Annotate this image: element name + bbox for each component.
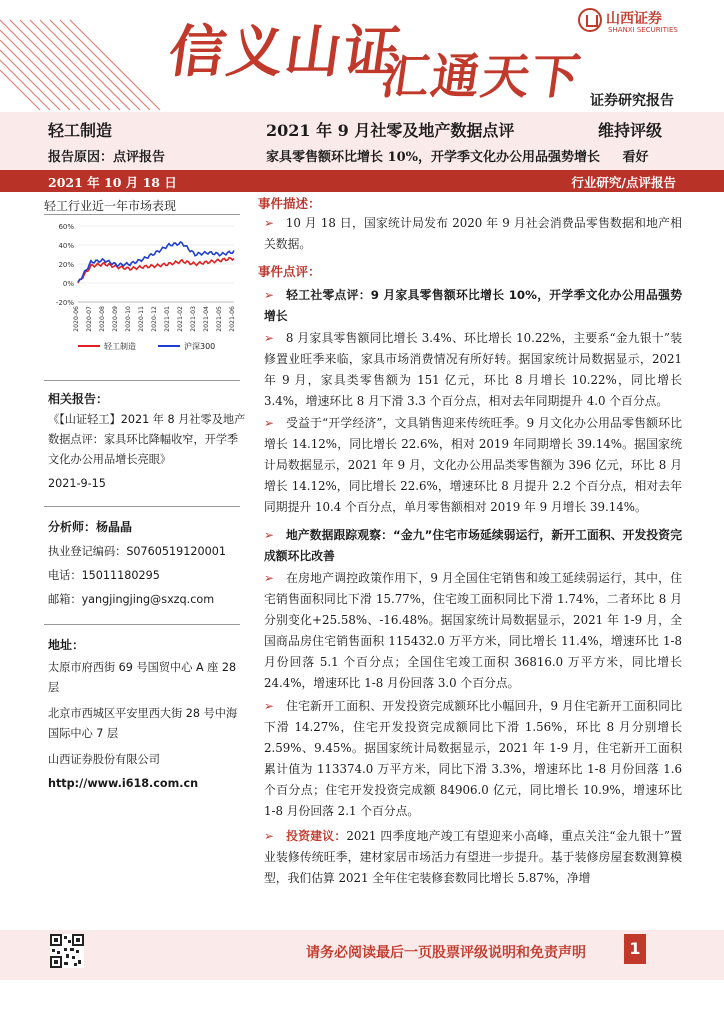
address-taiyuan: 太原市府西街 69 号国贸中心 A 座 28 层 bbox=[48, 661, 237, 694]
slogan-part1: 信义山证 bbox=[164, 20, 406, 85]
report-type: 证券研究报告 bbox=[590, 93, 674, 109]
point2-paragraph-a: ➢ 在房地产调控政策作用下，9 月全国住宅销售和竣工延续弱运行，其中，住宅销售面积同比下滑 15.77%，住宅竣工面积同比下滑 1.74%，二者环比 8 月分别变化+25.58%、-16.48%。据国家统计局数据显示，2021 年 1-9 月，全国商品房住宅销售面积 115432.0 万平方米，同比增长 11.4%，增速环比 1-8 月份回落 5.1 个百分点；全国住宅竣工面积 36816.0 万平方米，同比增长 24.4%，增速环比 1-8 月份回落 3.0 个百分点。 bbox=[264, 571, 682, 690]
registration-number: 执业登记编码：S0760519120001 bbox=[48, 545, 226, 558]
arrow-icon: ➢ bbox=[264, 331, 274, 345]
email-link[interactable]: 邮箱：yangjingjing@sxzq.com bbox=[48, 593, 215, 606]
address-label: 地址： bbox=[48, 638, 85, 652]
point2-paragraph-b: ➢ 住宅新开工面积、开发投资完成额环比小幅回升，9 月住宅新开工面积同比下滑 14.27%，住宅开发投资完成额同比下滑 1.56%，环比 8 月分别增长 2.59%、9.45%。据国家统计局数据显示，2021 年 1-9 月，住宅新开工面积累计值为 113374.0 万平方米，同比下滑 3.3%，增速环比 1-8 月份回落 1.6 个百分点；住宅开发投资完成额 84906.0 亿元，同比增长 10.9%，增速环比 1-8 月份回落 2.1 个百分点。 bbox=[264, 699, 682, 818]
arrow-icon: ➢ bbox=[264, 571, 274, 585]
y-tick-label: 60% bbox=[58, 223, 74, 231]
legend-label: 沪深300 bbox=[184, 342, 216, 351]
point1-paragraph-a: ➢ 8 月家具零售额同比增长 3.4%、环比增长 10.22%，主要系“金九银十”装修置业旺季来临，家具市场消费情况有所好转。据国家统计局数据显示，2021 年 9 月，家具类零售额为 151 亿元，环比 8 月增长 10.22%，同比增长 3.4%，增速环比 8 月下滑 3.3 个百分点，相对去年同期提升 4.0 个百分点。 bbox=[264, 331, 682, 408]
x-tick-label: 2020-07 bbox=[86, 306, 93, 332]
analyst-label: 分析师：杨晶晶 bbox=[48, 520, 133, 534]
disclaimer: 请务必阅读最后一页股票评级说明和免责声明 bbox=[306, 945, 586, 961]
subtitle-text: 家具零售额环比增长 10%，开学季文化办公用品强势增长 bbox=[266, 150, 600, 165]
rating-label: 维持评级 bbox=[598, 121, 663, 140]
arrow-icon: ➢ bbox=[264, 528, 274, 542]
x-tick-label: 2020-06 bbox=[73, 306, 80, 332]
x-tick-label: 2021-01 bbox=[164, 306, 171, 332]
investment-advice: ➢ 投资建议：2021 四季度地产竣工有望迎来小高峰，重点关注“金九银十”置业装修传统旺季，建材家居市场活力有望进一步提升。基于装修房屋套数测算模型，我们估算 2021 全年住宅装修套数同比增长 5.87%，净增 bbox=[264, 829, 682, 885]
x-tick-label: 2021-02 bbox=[177, 306, 184, 332]
divider bbox=[44, 214, 240, 215]
report-reason: 报告原因：点评报告 bbox=[48, 150, 166, 165]
report-date: 2021 年 10 月 18 日 bbox=[48, 175, 177, 190]
date-bar bbox=[0, 170, 724, 192]
report-title: 2021 年 9 月社零及地产数据点评 bbox=[266, 121, 515, 140]
title-strip bbox=[0, 112, 724, 170]
arrow-icon: ➢ bbox=[264, 288, 274, 302]
event-paragraph: ➢ 10 月 18 日，国家统计局发布 2020 年 9 月社会消费品零售数据和地产相关数据。 bbox=[264, 216, 682, 251]
logo-mark-icon bbox=[578, 8, 602, 32]
x-tick-label: 2020-08 bbox=[99, 306, 106, 332]
address-beijing: 北京市西城区平安里西大街 28 号中海国际中心 7 层 bbox=[48, 707, 238, 740]
divider bbox=[44, 380, 240, 381]
y-tick-label: -20% bbox=[55, 299, 74, 307]
x-tick-label: 2020-09 bbox=[112, 306, 119, 332]
x-tick-label: 2021-03 bbox=[190, 306, 197, 332]
y-tick-label: 20% bbox=[58, 261, 74, 269]
logo-cn: 山西证券 bbox=[606, 11, 662, 27]
qr-code-icon bbox=[50, 934, 84, 968]
arrow-icon: ➢ bbox=[264, 699, 274, 713]
arrow-icon: ➢ bbox=[264, 216, 274, 230]
market-performance-chart bbox=[44, 218, 244, 354]
x-tick-label: 2020-12 bbox=[151, 306, 158, 332]
logo-en: SHANXI SECURITIES bbox=[608, 26, 678, 34]
industry-name: 轻工制造 bbox=[48, 121, 113, 140]
event-heading: 事件描述： bbox=[258, 196, 321, 211]
legend-label: 轻工制造 bbox=[104, 342, 136, 351]
x-tick-label: 2021-06 bbox=[229, 306, 236, 332]
investment-label: 投资建议： bbox=[285, 829, 347, 843]
related-report-link[interactable]: 《【山证轻工】2021 年 8 月社零及地产数据点评：家具环比降幅收窄，开学季文化办公用品增长亮眼》 bbox=[48, 413, 246, 466]
related-reports-label: 相关报告： bbox=[48, 392, 109, 406]
company-name: 山西证券股份有限公司 bbox=[48, 753, 160, 766]
divider bbox=[44, 624, 240, 625]
arrow-icon: ➢ bbox=[264, 416, 274, 430]
slogan-part2: 汇通天下 bbox=[377, 49, 586, 105]
x-tick-label: 2020-11 bbox=[138, 306, 145, 332]
market-chart-title: 轻工行业近一年市场表现 bbox=[44, 199, 177, 213]
report-category: 行业研究/点评报告 bbox=[571, 175, 676, 190]
y-tick-label: 40% bbox=[58, 242, 74, 250]
comment-heading: 事件点评： bbox=[258, 264, 321, 279]
phone: 电话：15011180295 bbox=[48, 569, 160, 582]
related-report-date: 2021-9-15 bbox=[48, 477, 106, 490]
divider bbox=[44, 506, 240, 507]
report-subtitle bbox=[266, 146, 649, 165]
arrow-icon: ➢ bbox=[264, 829, 274, 843]
website-link[interactable]: http://www.i618.com.cn bbox=[48, 777, 199, 790]
point1-title: ➢ 轻工社零点评：9 月家具零售额环比增长 10%，开学季文化办公用品强势增长 bbox=[264, 288, 682, 323]
header-banner bbox=[0, 0, 724, 112]
page-number: 1 bbox=[624, 934, 646, 964]
x-tick-label: 2020-10 bbox=[125, 306, 132, 332]
point1-paragraph-b: ➢ 受益于“开学经济”，文具销售迎来传统旺季。9 月文化办公用品零售额环比增长 14.12%，同比增长 22.6%，相对 2019 年同期增长 39.14%。据国家统计局数据显示，2021 年 9 月，文化办公用品类零售额为 396 亿元，环比 8 月增长 14.12%，同比增长 22.6%，增速环比 8 月提升 2.2 个百分点，相对去年同期提升 10.4 个百分点，单月零售额相对 2019 年 9 月增长 39.14%。 bbox=[264, 416, 682, 514]
x-tick-label: 2021-04 bbox=[203, 306, 210, 332]
rating-value: 看好 bbox=[622, 150, 649, 165]
point2-title: ➢ 地产数据跟踪观察：“金九”住宅市场延续弱运行，新开工面积、开发投资完成额环比改善 bbox=[264, 528, 682, 563]
y-tick-label: 0% bbox=[62, 280, 74, 288]
x-tick-label: 2021-05 bbox=[216, 306, 223, 332]
company-logo bbox=[578, 6, 698, 36]
